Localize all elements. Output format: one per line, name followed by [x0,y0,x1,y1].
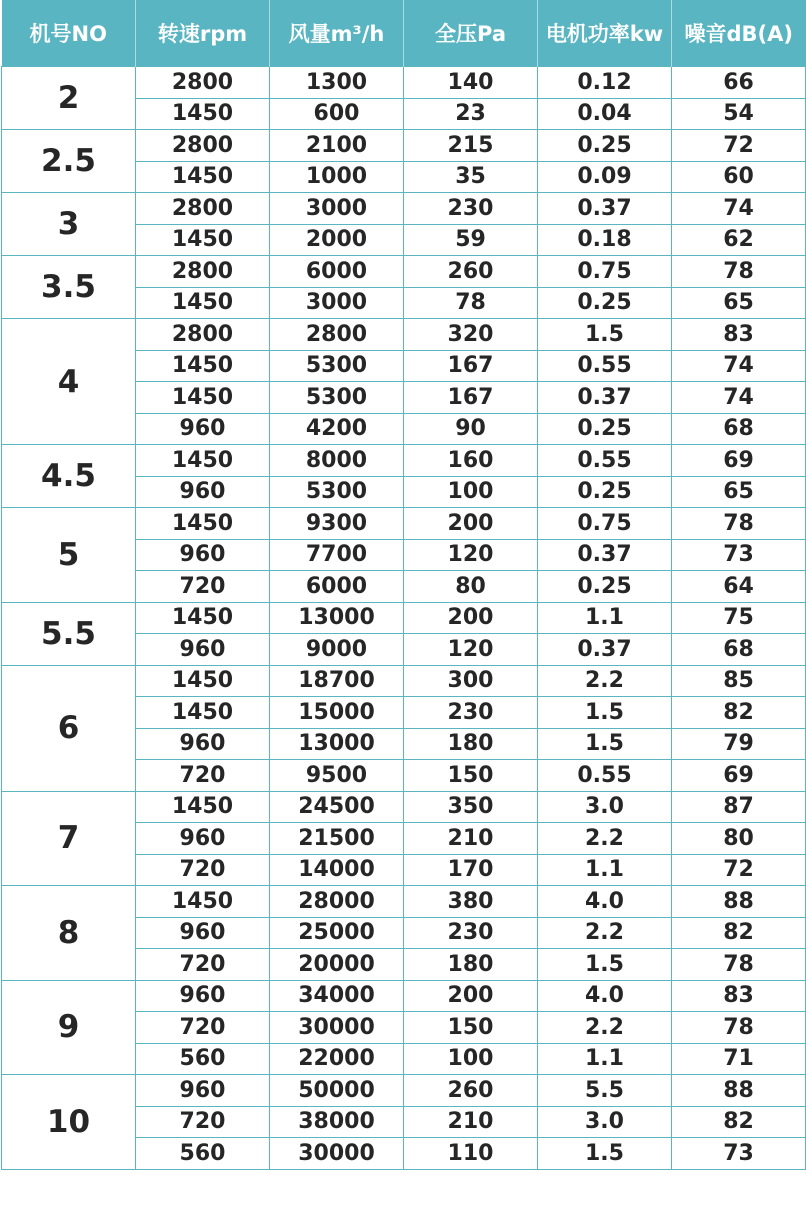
header-motor-power: 电机功率kw [538,0,672,67]
fan-performance-table [1,0,806,1170]
airflow-cell: 34000 [270,980,404,1012]
noise-cell: 74 [672,193,806,225]
noise-cell: 83 [672,319,806,351]
power-cell: 0.37 [538,382,672,414]
speed-cell: 960 [136,413,270,445]
noise-cell: 75 [672,602,806,634]
machine-no-cell: 6 [2,665,136,791]
airflow-cell: 8000 [270,445,404,477]
power-cell: 3.0 [538,1106,672,1138]
speed-cell: 720 [136,760,270,792]
airflow-cell: 30000 [270,1138,404,1170]
noise-cell: 73 [672,539,806,571]
speed-cell: 720 [136,1106,270,1138]
speed-cell: 720 [136,1012,270,1044]
noise-cell: 83 [672,980,806,1012]
noise-cell: 88 [672,1075,806,1107]
airflow-cell: 14000 [270,854,404,886]
airflow-cell: 6000 [270,256,404,288]
speed-cell: 1450 [136,161,270,193]
noise-cell: 64 [672,571,806,603]
table-row [2,791,806,823]
noise-cell: 78 [672,508,806,540]
table-row [2,508,806,540]
pressure-cell: 200 [404,980,538,1012]
machine-no-cell: 10 [2,1075,136,1170]
pressure-cell: 200 [404,508,538,540]
machine-no-cell: 4.5 [2,445,136,508]
power-cell: 0.25 [538,130,672,162]
noise-cell: 62 [672,224,806,256]
speed-cell: 1450 [136,665,270,697]
pressure-cell: 100 [404,476,538,508]
pressure-cell: 230 [404,697,538,729]
airflow-cell: 50000 [270,1075,404,1107]
pressure-cell: 23 [404,98,538,130]
power-cell: 0.25 [538,287,672,319]
pressure-cell: 100 [404,1043,538,1075]
pressure-cell: 167 [404,382,538,414]
pressure-cell: 160 [404,445,538,477]
speed-cell: 960 [136,1075,270,1107]
pressure-cell: 110 [404,1138,538,1170]
power-cell: 0.37 [538,193,672,225]
header-noise: 噪音dB(A) [672,0,806,67]
table-row [2,67,806,99]
speed-cell: 1450 [136,602,270,634]
power-cell: 5.5 [538,1075,672,1107]
header-airflow: 风量m³/h [270,0,404,67]
speed-cell: 960 [136,980,270,1012]
power-cell: 0.25 [538,476,672,508]
airflow-cell: 2100 [270,130,404,162]
airflow-cell: 2800 [270,319,404,351]
speed-cell: 2800 [136,67,270,99]
airflow-cell: 13000 [270,602,404,634]
power-cell: 2.2 [538,823,672,855]
noise-cell: 60 [672,161,806,193]
noise-cell: 85 [672,665,806,697]
airflow-cell: 28000 [270,886,404,918]
power-cell: 1.5 [538,1138,672,1170]
airflow-cell: 1300 [270,67,404,99]
pressure-cell: 320 [404,319,538,351]
noise-cell: 54 [672,98,806,130]
airflow-cell: 4200 [270,413,404,445]
noise-cell: 87 [672,791,806,823]
pressure-cell: 170 [404,854,538,886]
pressure-cell: 150 [404,760,538,792]
speed-cell: 1450 [136,508,270,540]
speed-cell: 560 [136,1138,270,1170]
pressure-cell: 200 [404,602,538,634]
pressure-cell: 59 [404,224,538,256]
pressure-cell: 260 [404,1075,538,1107]
pressure-cell: 78 [404,287,538,319]
speed-cell: 720 [136,854,270,886]
speed-cell: 720 [136,949,270,981]
speed-cell: 960 [136,476,270,508]
power-cell: 0.37 [538,634,672,666]
pressure-cell: 260 [404,256,538,288]
power-cell: 1.5 [538,949,672,981]
power-cell: 1.1 [538,602,672,634]
power-cell: 1.5 [538,319,672,351]
speed-cell: 2800 [136,256,270,288]
pressure-cell: 300 [404,665,538,697]
pressure-cell: 210 [404,1106,538,1138]
header-speed: 转速rpm [136,0,270,67]
machine-no-cell: 5 [2,508,136,603]
noise-cell: 73 [672,1138,806,1170]
power-cell: 0.12 [538,67,672,99]
speed-cell: 2800 [136,193,270,225]
power-cell: 1.5 [538,728,672,760]
machine-no-cell: 4 [2,319,136,445]
noise-cell: 74 [672,350,806,382]
noise-cell: 78 [672,949,806,981]
power-cell: 0.04 [538,98,672,130]
power-cell: 2.2 [538,1012,672,1044]
machine-no-cell: 3.5 [2,256,136,319]
airflow-cell: 30000 [270,1012,404,1044]
airflow-cell: 3000 [270,287,404,319]
speed-cell: 720 [136,571,270,603]
speed-cell: 1450 [136,791,270,823]
airflow-cell: 25000 [270,917,404,949]
table-row [2,130,806,162]
machine-no-cell: 2 [2,67,136,130]
noise-cell: 80 [672,823,806,855]
table-row [2,1075,806,1107]
table-header [2,0,806,67]
speed-cell: 1450 [136,287,270,319]
table-body [2,67,806,1170]
airflow-cell: 9300 [270,508,404,540]
noise-cell: 68 [672,413,806,445]
airflow-cell: 5300 [270,350,404,382]
pressure-cell: 350 [404,791,538,823]
power-cell: 1.5 [538,697,672,729]
pressure-cell: 120 [404,539,538,571]
power-cell: 0.55 [538,760,672,792]
pressure-cell: 230 [404,917,538,949]
airflow-cell: 38000 [270,1106,404,1138]
noise-cell: 69 [672,445,806,477]
speed-cell: 960 [136,539,270,571]
pressure-cell: 180 [404,728,538,760]
noise-cell: 78 [672,256,806,288]
airflow-cell: 15000 [270,697,404,729]
airflow-cell: 3000 [270,193,404,225]
table-row [2,886,806,918]
power-cell: 0.25 [538,571,672,603]
speed-cell: 1450 [136,697,270,729]
table-row [2,193,806,225]
header-machine-no: 机号NO [2,0,136,67]
speed-cell: 960 [136,634,270,666]
power-cell: 0.18 [538,224,672,256]
noise-cell: 82 [672,697,806,729]
pressure-cell: 150 [404,1012,538,1044]
airflow-cell: 13000 [270,728,404,760]
speed-cell: 560 [136,1043,270,1075]
machine-no-cell: 3 [2,193,136,256]
airflow-cell: 18700 [270,665,404,697]
power-cell: 0.75 [538,256,672,288]
pressure-cell: 140 [404,67,538,99]
power-cell: 0.55 [538,350,672,382]
pressure-cell: 35 [404,161,538,193]
airflow-cell: 5300 [270,476,404,508]
speed-cell: 2800 [136,130,270,162]
noise-cell: 65 [672,476,806,508]
power-cell: 0.09 [538,161,672,193]
noise-cell: 72 [672,854,806,886]
airflow-cell: 2000 [270,224,404,256]
noise-cell: 65 [672,287,806,319]
header-total-pressure: 全压Pa [404,0,538,67]
speed-cell: 1450 [136,445,270,477]
speed-cell: 960 [136,917,270,949]
speed-cell: 1450 [136,224,270,256]
pressure-cell: 215 [404,130,538,162]
noise-cell: 82 [672,917,806,949]
header-row [2,0,806,67]
table-row [2,665,806,697]
power-cell: 2.2 [538,917,672,949]
power-cell: 0.37 [538,539,672,571]
noise-cell: 68 [672,634,806,666]
pressure-cell: 120 [404,634,538,666]
airflow-cell: 9000 [270,634,404,666]
noise-cell: 79 [672,728,806,760]
speed-cell: 1450 [136,98,270,130]
noise-cell: 82 [672,1106,806,1138]
table-row [2,602,806,634]
noise-cell: 74 [672,382,806,414]
pressure-cell: 380 [404,886,538,918]
power-cell: 1.1 [538,1043,672,1075]
noise-cell: 66 [672,67,806,99]
speed-cell: 1450 [136,350,270,382]
speed-cell: 2800 [136,319,270,351]
noise-cell: 71 [672,1043,806,1075]
power-cell: 4.0 [538,886,672,918]
pressure-cell: 80 [404,571,538,603]
airflow-cell: 6000 [270,571,404,603]
machine-no-cell: 2.5 [2,130,136,193]
table-row [2,980,806,1012]
speed-cell: 960 [136,728,270,760]
airflow-cell: 5300 [270,382,404,414]
power-cell: 4.0 [538,980,672,1012]
pressure-cell: 167 [404,350,538,382]
power-cell: 3.0 [538,791,672,823]
airflow-cell: 20000 [270,949,404,981]
airflow-cell: 9500 [270,760,404,792]
pressure-cell: 90 [404,413,538,445]
power-cell: 1.1 [538,854,672,886]
pressure-cell: 230 [404,193,538,225]
speed-cell: 1450 [136,886,270,918]
table-row [2,445,806,477]
speed-cell: 960 [136,823,270,855]
airflow-cell: 600 [270,98,404,130]
speed-cell: 1450 [136,382,270,414]
airflow-cell: 22000 [270,1043,404,1075]
machine-no-cell: 9 [2,980,136,1075]
power-cell: 0.75 [538,508,672,540]
table-row [2,319,806,351]
power-cell: 0.25 [538,413,672,445]
noise-cell: 69 [672,760,806,792]
pressure-cell: 210 [404,823,538,855]
power-cell: 2.2 [538,665,672,697]
machine-no-cell: 5.5 [2,602,136,665]
machine-no-cell: 8 [2,886,136,981]
machine-no-cell: 7 [2,791,136,886]
pressure-cell: 180 [404,949,538,981]
noise-cell: 78 [672,1012,806,1044]
airflow-cell: 1000 [270,161,404,193]
airflow-cell: 7700 [270,539,404,571]
airflow-cell: 21500 [270,823,404,855]
power-cell: 0.55 [538,445,672,477]
noise-cell: 72 [672,130,806,162]
noise-cell: 88 [672,886,806,918]
table-row [2,256,806,288]
airflow-cell: 24500 [270,791,404,823]
